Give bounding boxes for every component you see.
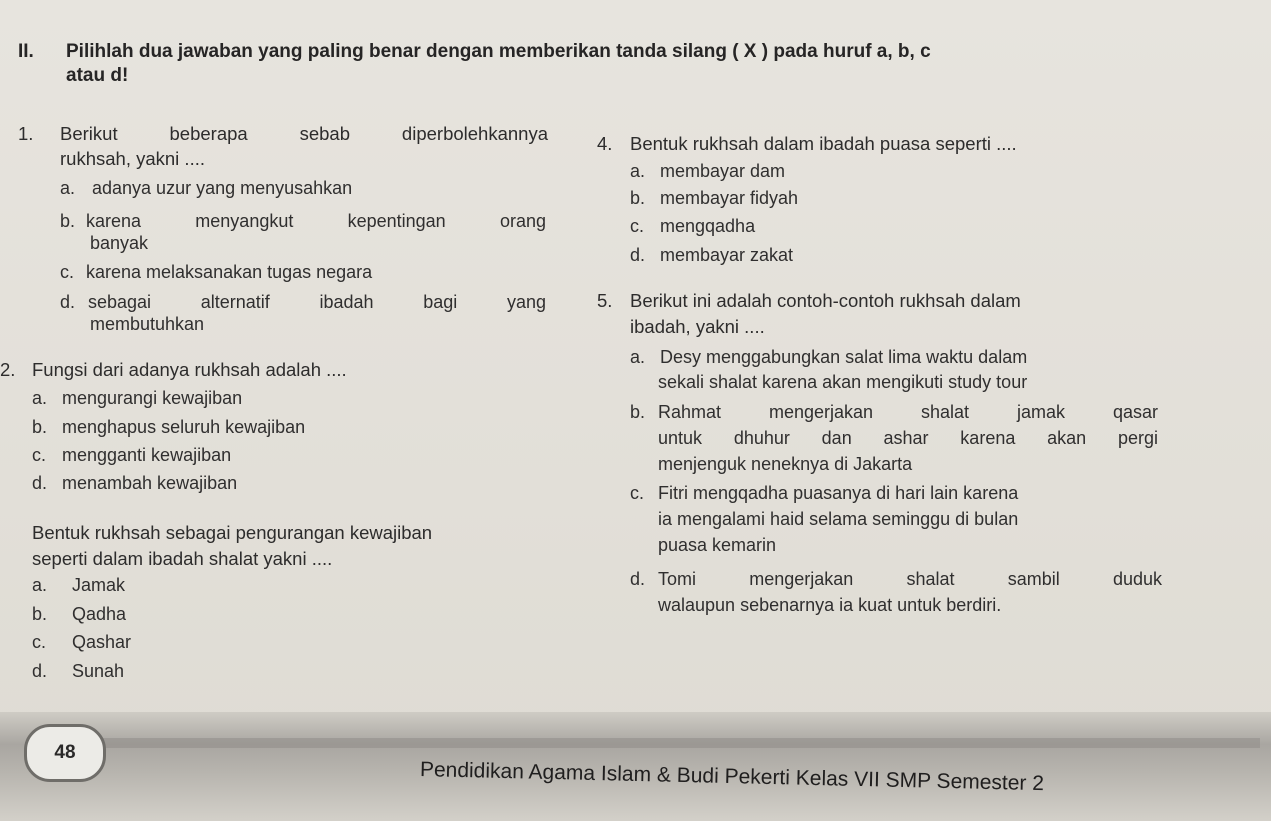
option-letter[interactable]: b. — [32, 417, 48, 437]
option-letter[interactable]: d. — [60, 292, 76, 312]
option-text: Qadha — [72, 604, 127, 624]
question-number: 4. — [597, 133, 613, 154]
book-title: Pendidikan Agama Islam & Budi Pekerti Kelas VII SMP Semester 2 — [419, 758, 1045, 796]
question-text: Fungsi dari adanya rukhsah adalah .... — [32, 359, 347, 380]
option-text: menjenguk neneknya di Jakarta — [658, 454, 913, 474]
instruction-line-1: Pilihlah dua jawaban yang paling benar dengan memberikan tanda silang ( X ) pada huruf a, b, c — [66, 41, 931, 62]
option-text: mengganti kewajiban — [62, 445, 232, 465]
option-letter[interactable]: c. — [32, 445, 47, 465]
question-text: Berikut ini adalah contoh-contoh rukhsah dalam — [630, 290, 1021, 311]
option-letter[interactable]: b. — [60, 211, 76, 231]
option-letter[interactable]: d. — [32, 473, 48, 493]
footer-stripe — [60, 738, 1260, 748]
option-text: membutuhkan — [90, 314, 205, 334]
option-letter[interactable]: a. — [32, 575, 48, 595]
option-letter[interactable]: b. — [630, 402, 646, 422]
option-text: Rahmat mengerjakan shalat jamak qasar — [658, 402, 1158, 422]
question-text: Bentuk rukhsah sebagai pengurangan kewajiban — [32, 522, 433, 543]
option-text: menghapus seluruh kewajiban — [62, 417, 306, 437]
option-letter[interactable]: b. — [630, 188, 646, 208]
option-text: Fitri mengqadha puasanya di hari lain karena — [658, 483, 1019, 503]
option-text: Jamak — [72, 575, 126, 595]
option-letter[interactable]: a. — [60, 178, 76, 198]
question-number: 1. — [18, 123, 34, 144]
section-instruction — [18, 40, 1198, 88]
option-text: Desy menggabungkan salat lima waktu dalam — [660, 347, 1028, 367]
question-text: Berikut beberapa sebab diperbolehkannya — [60, 123, 548, 144]
option-letter[interactable]: b. — [32, 604, 48, 624]
option-text: membayar dam — [660, 161, 786, 181]
option-text: menambah kewajiban — [62, 473, 238, 493]
option-text: Tomi mengerjakan shalat sambil duduk — [658, 569, 1162, 589]
option-letter[interactable]: a. — [630, 161, 646, 181]
option-text: sekali shalat karena akan mengikuti study tour — [658, 372, 1028, 392]
option-text: karena menyangkut kepentingan orang — [86, 211, 546, 231]
option-text: ia mengalami haid selama seminggu di bulan — [658, 509, 1019, 529]
option-text: Sunah — [72, 661, 125, 681]
option-text: Qashar — [72, 632, 132, 652]
option-letter[interactable]: d. — [630, 245, 646, 265]
option-letter[interactable]: d. — [630, 569, 646, 589]
option-text: membayar zakat — [660, 245, 794, 265]
page-number: 48 — [54, 742, 76, 763]
option-letter[interactable]: c. — [32, 632, 47, 652]
option-text: karena melaksanakan tugas negara — [86, 262, 373, 282]
option-text: banyak — [90, 233, 149, 253]
option-text: puasa kemarin — [658, 535, 777, 555]
instruction-line-2: atau d! — [66, 65, 129, 86]
option-letter[interactable]: a. — [630, 347, 646, 367]
option-text: walaupun sebenarnya ia kuat untuk berdiri. — [658, 595, 1002, 615]
question-text: Bentuk rukhsah dalam ibadah puasa seperti .... — [630, 133, 1017, 154]
question-text: ibadah, yakni .... — [630, 316, 765, 337]
option-letter[interactable]: a. — [32, 388, 48, 408]
option-letter[interactable]: d. — [32, 661, 48, 681]
question-number: 5. — [597, 290, 613, 311]
option-text: membayar fidyah — [660, 188, 799, 208]
section-number: II. — [18, 41, 34, 62]
option-text: adanya uzur yang menyusahkan — [92, 178, 353, 198]
question-number: 2. — [0, 359, 16, 380]
page-number-badge — [24, 724, 106, 782]
option-text: mengqadha — [660, 216, 756, 236]
option-letter[interactable]: c. — [60, 262, 75, 282]
option-letter[interactable]: c. — [630, 216, 645, 236]
option-letter[interactable]: c. — [630, 483, 645, 503]
question-text: seperti dalam ibadah shalat yakni .... — [32, 548, 333, 569]
question-text: rukhsah, yakni .... — [60, 148, 205, 169]
option-text: sebagai alternatif ibadah bagi yang — [88, 292, 546, 312]
option-text: untuk dhuhur dan ashar karena akan pergi — [658, 428, 1158, 448]
option-text: mengurangi kewajiban — [62, 388, 243, 408]
